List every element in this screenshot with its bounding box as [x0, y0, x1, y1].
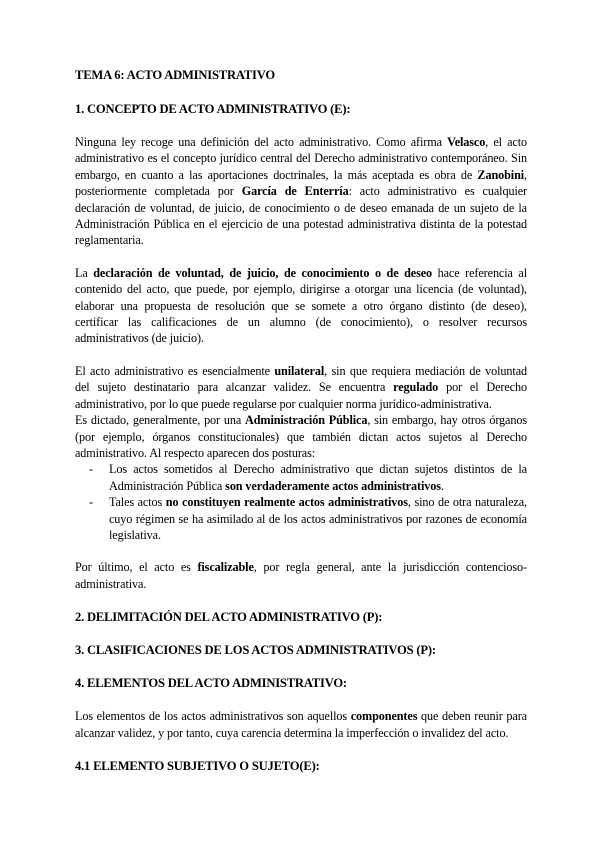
paragraph-fiscalizable: Por último, el acto es fiscalizable, por regla general, ante la jurisdicción contencioso-administrativa. — [75, 560, 528, 591]
list-item: - Los actos sometidos al Derecho administrativo que dictan sujetos distintos de la Administración Pública son verdaderamente actos administrativos. — [89, 462, 527, 493]
document-title: TEMA 6: ACTO ADMINISTRATIVO — [75, 68, 275, 82]
section-1-heading: 1. CONCEPTO DE ACTO ADMINISTRATIVO (E): — [75, 102, 351, 116]
section-4-heading: 4. ELEMENTOS DEL ACTO ADMINISTRATIVO: — [75, 676, 347, 691]
section-2-heading: 2. DELIMITACIÓN DEL ACTO ADMINISTRATIVO (P): — [75, 610, 383, 625]
dash-bullet: - — [89, 495, 93, 510]
paragraph-dictated: Es dictado, generalmente, por una Administración Pública, sin embargo, hay otros órganos (por ejemplo, órganos constitucionales) que también dictan actos sujetos al Derecho administrativo. Al respecto aparecen dos posturas: — [75, 413, 527, 460]
list-item: - Tales actos no constituyen realmente actos administrativos, sino de otra naturaleza, cuyo régimen se ha asimilado al de los actos administrativos por razones de economía legislativa. — [89, 495, 527, 542]
paragraph-declaration: La declaración de voluntad, de juicio, de conocimiento o de deseo hace referencia al contenido del acto, que puede, por ejemplo, dirigirse a otorgar una licencia (de voluntad), elaborar una propuesta de resolución que se somete a otro órgano distinto (de deseo), certificar las calificaciones de un alumno (de conocimiento), o resolver recursos administrativos (de juicio). — [75, 265, 528, 346]
section-4-1-heading: 4.1 ELEMENTO SUBJETIVO O SUJETO(E): — [75, 758, 320, 773]
dash-bullet: - — [89, 462, 93, 477]
paragraph-unilateral: El acto administrativo es esencialmente unilateral, sin que requiera mediación de voluntad del sujeto destinatario para alcanzar validez. Se encuentra regulado por el Derecho administrativo, por lo que puede regularse por cualquier norma jurídico-administrativa. — [75, 363, 528, 411]
postures-list — [75, 461, 527, 543]
document-page — [75, 67, 527, 774]
paragraph-elements: Los elementos de los actos administrativos son aquellos componentes que deben reunir para alcanzar validez, y por tanto, cuya carencia determina la imperfección o invalidez del acto. — [75, 709, 527, 740]
paragraph-concept: Ninguna ley recoge una definición del acto administrativo. Como afirma Velasco, el acto administrativo es el concepto jurídico central del Derecho administrativo contemporáneo. Sin embargo, en cuanto a las aportaciones doctrinales, la más aceptada es obra de Zanobini, posteriormente completada por García de Enterría: acto administrativo es cualquier declaración de voluntad, de juicio, de conocimiento o de deseo emanada de un sujeto de la Administración Pública en el ejercicio de una potestad administrativa distinta de la potestad reglamentaria. — [75, 135, 527, 248]
section-3-heading: 3. CLASIFICACIONES DE LOS ACTOS ADMINISTRATIVOS (P): — [75, 643, 436, 658]
